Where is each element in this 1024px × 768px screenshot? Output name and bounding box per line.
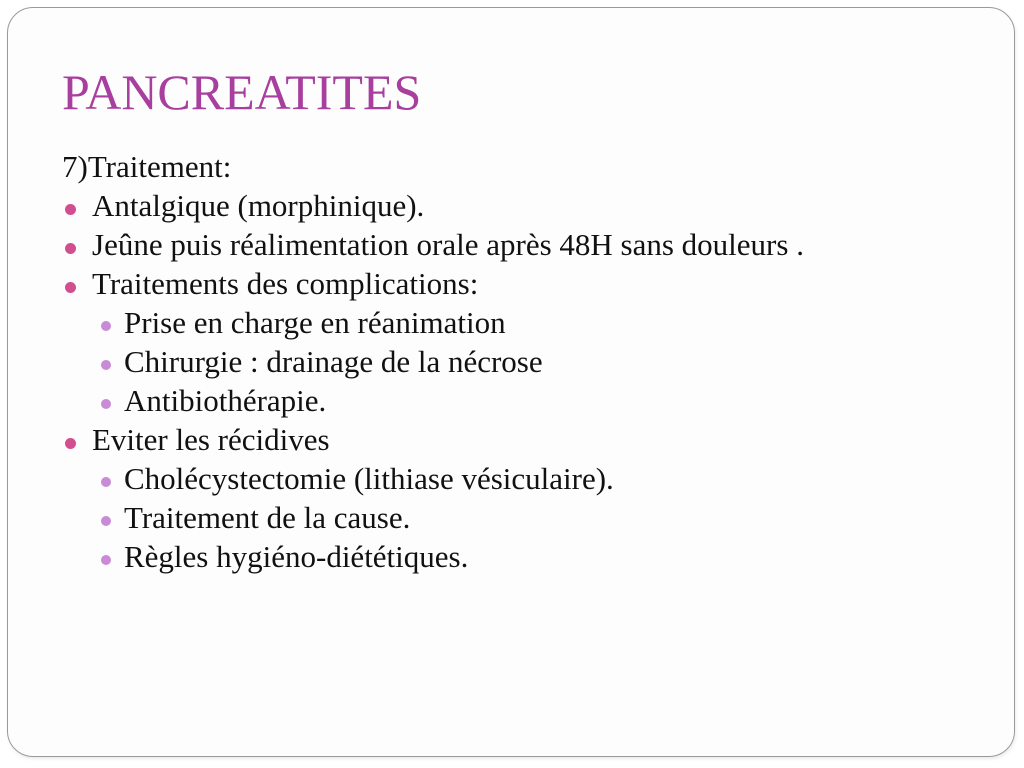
sub-bullet-text: Cholécystectomie (lithiase vésiculaire).: [124, 461, 614, 496]
bullet-dot-icon: [65, 438, 76, 449]
bullet-dot-icon: [65, 243, 76, 254]
sub-bullet-text: Prise en charge en réanimation: [124, 305, 506, 340]
bullet-item: [62, 423, 962, 457]
bullet-text: Jeûne puis réalimentation orale après 48H sans douleurs .: [92, 227, 804, 262]
sub-bullet-text: Traitement de la cause.: [124, 500, 411, 535]
sub-bullet-dot-icon: [101, 477, 111, 487]
section-heading: 7)Traitement:: [62, 149, 232, 184]
sub-bullet-item: [62, 501, 962, 535]
sub-bullet-item: [62, 540, 962, 574]
bullet-dot-icon: [65, 282, 76, 293]
bullet-dot-icon: [65, 204, 76, 215]
sub-bullet-dot-icon: [101, 321, 111, 331]
sub-bullet-text: Antibiothérapie.: [124, 383, 327, 418]
bullet-item: [62, 267, 962, 301]
sub-bullet-text: Règles hygiéno-diététiques.: [124, 539, 469, 574]
sub-bullet-dot-icon: [101, 516, 111, 526]
sub-bullet-item: [62, 345, 962, 379]
bullet-text: Traitements des complications:: [92, 266, 479, 301]
bullet-item: [62, 228, 962, 262]
bullet-item: [62, 189, 962, 223]
slide-body: [62, 150, 962, 579]
slide-title: PANCREATITES: [62, 64, 422, 120]
sub-bullet-item: [62, 306, 962, 340]
sub-bullet-item: [62, 462, 962, 496]
sub-bullet-item: [62, 384, 962, 418]
sub-bullet-dot-icon: [101, 360, 111, 370]
sub-bullet-text: Chirurgie : drainage de la nécrose: [124, 344, 543, 379]
sub-bullet-dot-icon: [101, 555, 111, 565]
sub-bullet-dot-icon: [101, 399, 111, 409]
bullet-text: Antalgique (morphinique).: [92, 188, 425, 223]
bullet-text: Eviter les récidives: [92, 422, 330, 457]
